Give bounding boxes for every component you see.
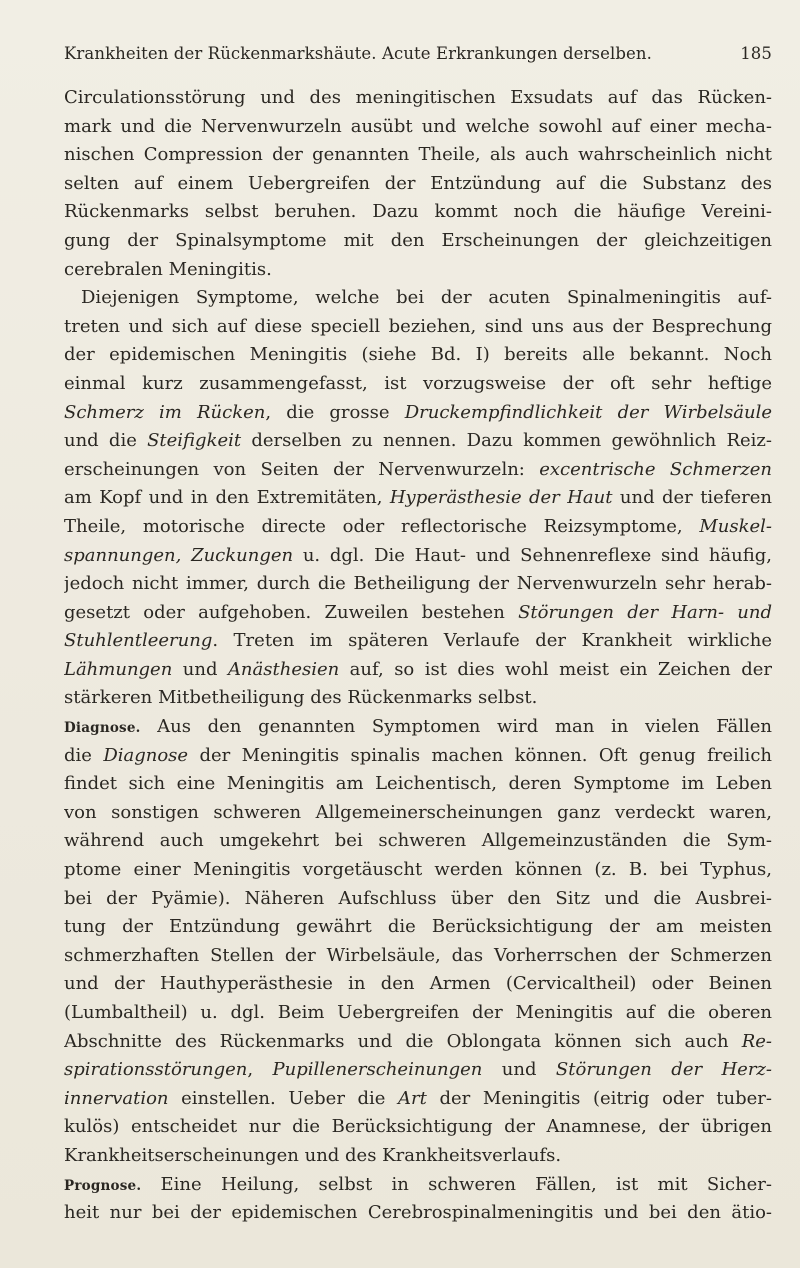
text-run: Theile, motorische directe oder reflectorische Reizsymptome, xyxy=(64,515,700,537)
emphasized-term: spirationsstörungen xyxy=(64,1059,248,1081)
section-label: Prognose. xyxy=(64,1177,142,1194)
text-line: der epidemischen Meningitis (siehe Bd. I) bereits alle bekannt. Noch xyxy=(64,344,772,366)
text-run: gesetzt oder aufgehoben. Zuweilen bestehen xyxy=(64,601,519,623)
text-run: am Kopf und in den Extremitäten, xyxy=(64,487,390,509)
text-line xyxy=(64,542,772,571)
text-line xyxy=(64,484,772,513)
emphasized-term: Störungen der Herz- xyxy=(555,1059,772,1081)
text-line: und der Hauthyperästhesie in den Armen (Cervicaltheil) oder Beinen xyxy=(64,973,772,995)
emphasized-term: Schmerz im Rücken xyxy=(64,401,266,423)
emphasized-term: Hyperästhesie der Haut xyxy=(389,487,613,509)
text-run: u. dgl. Die Haut- und Sehnenreflexe sind häufig, xyxy=(293,544,772,566)
text-run: und xyxy=(482,1059,556,1081)
text-line: jedoch nicht immer, durch die Betheiligung der Nervenwurzeln sehr herab- xyxy=(64,573,772,595)
text-run: , xyxy=(247,1059,273,1081)
emphasized-term: Stuhlentleerung xyxy=(64,630,213,652)
text-line xyxy=(64,427,772,456)
text-line xyxy=(64,1171,772,1200)
emphasized-term: Diagnose xyxy=(103,744,189,766)
text-line xyxy=(64,742,772,771)
text-run: . Treten im späteren Verlaufe der Krankheit wirkliche xyxy=(212,630,772,652)
emphasized-term: Art xyxy=(398,1087,427,1109)
text-line: stärkeren Mitbetheiligung des Rückenmarks selbst. xyxy=(64,687,538,709)
body-text xyxy=(64,84,772,1228)
text-run: der Meningitis spinalis machen können. Oft genug freilich xyxy=(188,744,772,766)
text-run: die xyxy=(64,744,104,766)
text-run: und die xyxy=(64,430,148,452)
emphasized-term: spannungen, Zuckungen xyxy=(64,544,294,566)
running-title: Krankheiten der Rückenmarkshäute. Acute Erkrankungen derselben. xyxy=(64,44,652,63)
text-line: heit nur bei der epidemischen Cerebrospinalmeningitis und bei den ätio- xyxy=(64,1202,772,1224)
emphasized-term: Pupillenerscheinungen xyxy=(272,1059,483,1081)
text-line xyxy=(64,713,772,742)
text-run: derselben zu nennen. Dazu kommen gewöhnlich Reiz- xyxy=(241,430,772,452)
emphasized-term: innervation xyxy=(64,1087,169,1109)
text-line xyxy=(64,513,772,542)
text-line: cerebralen Meningitis. xyxy=(64,258,272,280)
emphasized-term: Störungen der Harn- und xyxy=(518,601,772,623)
text-line: (Lumbaltheil) u. dgl. Beim Uebergreifen der Meningitis auf die oberen xyxy=(64,1002,772,1023)
emphasized-term: Muskel- xyxy=(699,515,772,537)
text-line xyxy=(64,1056,772,1085)
text-line: nischen Compression der genannten Theile, als auch wahrscheinlich nicht xyxy=(64,144,772,166)
text-line: Krankheitserscheinungen und des Krankheitsverlaufs. xyxy=(64,1144,562,1166)
text-run: erscheinungen von Seiten der Nervenwurzeln: xyxy=(64,458,540,480)
text-line: tung der Entzündung gewährt die Berücksichtigung der am meisten xyxy=(64,916,772,938)
text-line: gung der Spinalsymptome mit den Erscheinungen der gleichzeitigen xyxy=(64,229,772,251)
text-line: Rückenmarks selbst beruhen. Dazu kommt noch die häufige Vereini- xyxy=(64,201,772,223)
text-run: und der tieferen xyxy=(612,487,772,509)
text-line xyxy=(64,1085,772,1114)
page-number: 185 xyxy=(740,44,772,63)
text-line: Diejenigen Symptome, welche bei der acuten Spinalmeningitis auf- xyxy=(81,287,772,309)
text-line: mark und die Nervenwurzeln ausübt und welche sowohl auf einer mecha- xyxy=(64,115,772,137)
emphasized-term: Re- xyxy=(741,1030,772,1052)
text-line xyxy=(64,599,772,628)
text-run: , die grosse xyxy=(265,401,405,423)
emphasized-term: Steifigkeit xyxy=(147,430,242,452)
text-line: Circulationsstörung und des meningitischen Exsudats auf das Rücken- xyxy=(64,87,772,108)
emphasized-term: Lähmungen xyxy=(64,658,173,680)
text-run: der Meningitis (eitrig oder tuber- xyxy=(426,1087,772,1109)
emphasized-term: Anästhesien xyxy=(227,658,340,680)
text-run: Eine Heilung, selbst in schweren Fällen, ist mit Sicher- xyxy=(141,1173,772,1195)
emphasized-term: excentrische Schmerzen xyxy=(539,458,772,480)
text-line xyxy=(64,399,772,428)
text-line xyxy=(64,656,772,685)
text-line: ptome einer Meningitis vorgetäuscht werden können (z. B. bei Typhus, xyxy=(64,859,772,881)
text-line: von sonstigen schweren Allgemeinerscheinungen ganz verdeckt waren, xyxy=(64,801,772,823)
text-line: bei der Pyämie). Näheren Aufschluss über den Sitz und die Ausbrei- xyxy=(64,887,772,909)
text-line: findet sich eine Meningitis am Leichentisch, deren Symptome im Leben xyxy=(64,773,772,795)
text-run: Aus den genannten Symptomen wird man in vielen Fällen xyxy=(140,716,772,738)
text-line xyxy=(64,456,772,485)
text-run: einstellen. Ueber die xyxy=(168,1087,399,1109)
text-line: selten auf einem Uebergreifen der Entzündung auf die Substanz des xyxy=(64,172,772,194)
text-line xyxy=(64,1028,772,1057)
text-line: schmerzhaften Stellen der Wirbelsäule, das Vorherrschen der Schmerzen xyxy=(64,944,772,966)
text-run: Abschnitte des Rückenmarks und die Oblongata können sich auch xyxy=(64,1030,742,1052)
text-line: einmal kurz zusammengefasst, ist vorzugsweise der oft sehr heftige xyxy=(64,372,772,394)
page-header xyxy=(64,44,772,70)
section-label: Diagnose. xyxy=(64,720,141,737)
text-line: während auch umgekehrt bei schweren Allgemeinzuständen die Sym- xyxy=(64,830,772,852)
text-run: auf, so ist dies wohl meist ein Zeichen der xyxy=(339,658,772,680)
emphasized-term: Druckempfindlichkeit der Wirbelsäule xyxy=(404,401,772,423)
text-line xyxy=(64,627,772,656)
text-line: kulös) entscheidet nur die Berücksichtigung der Anamnese, der übrigen xyxy=(64,1116,772,1138)
text-line: treten und sich auf diese speciell beziehen, sind uns aus der Besprechung xyxy=(64,315,772,337)
text-run: und xyxy=(172,658,228,680)
